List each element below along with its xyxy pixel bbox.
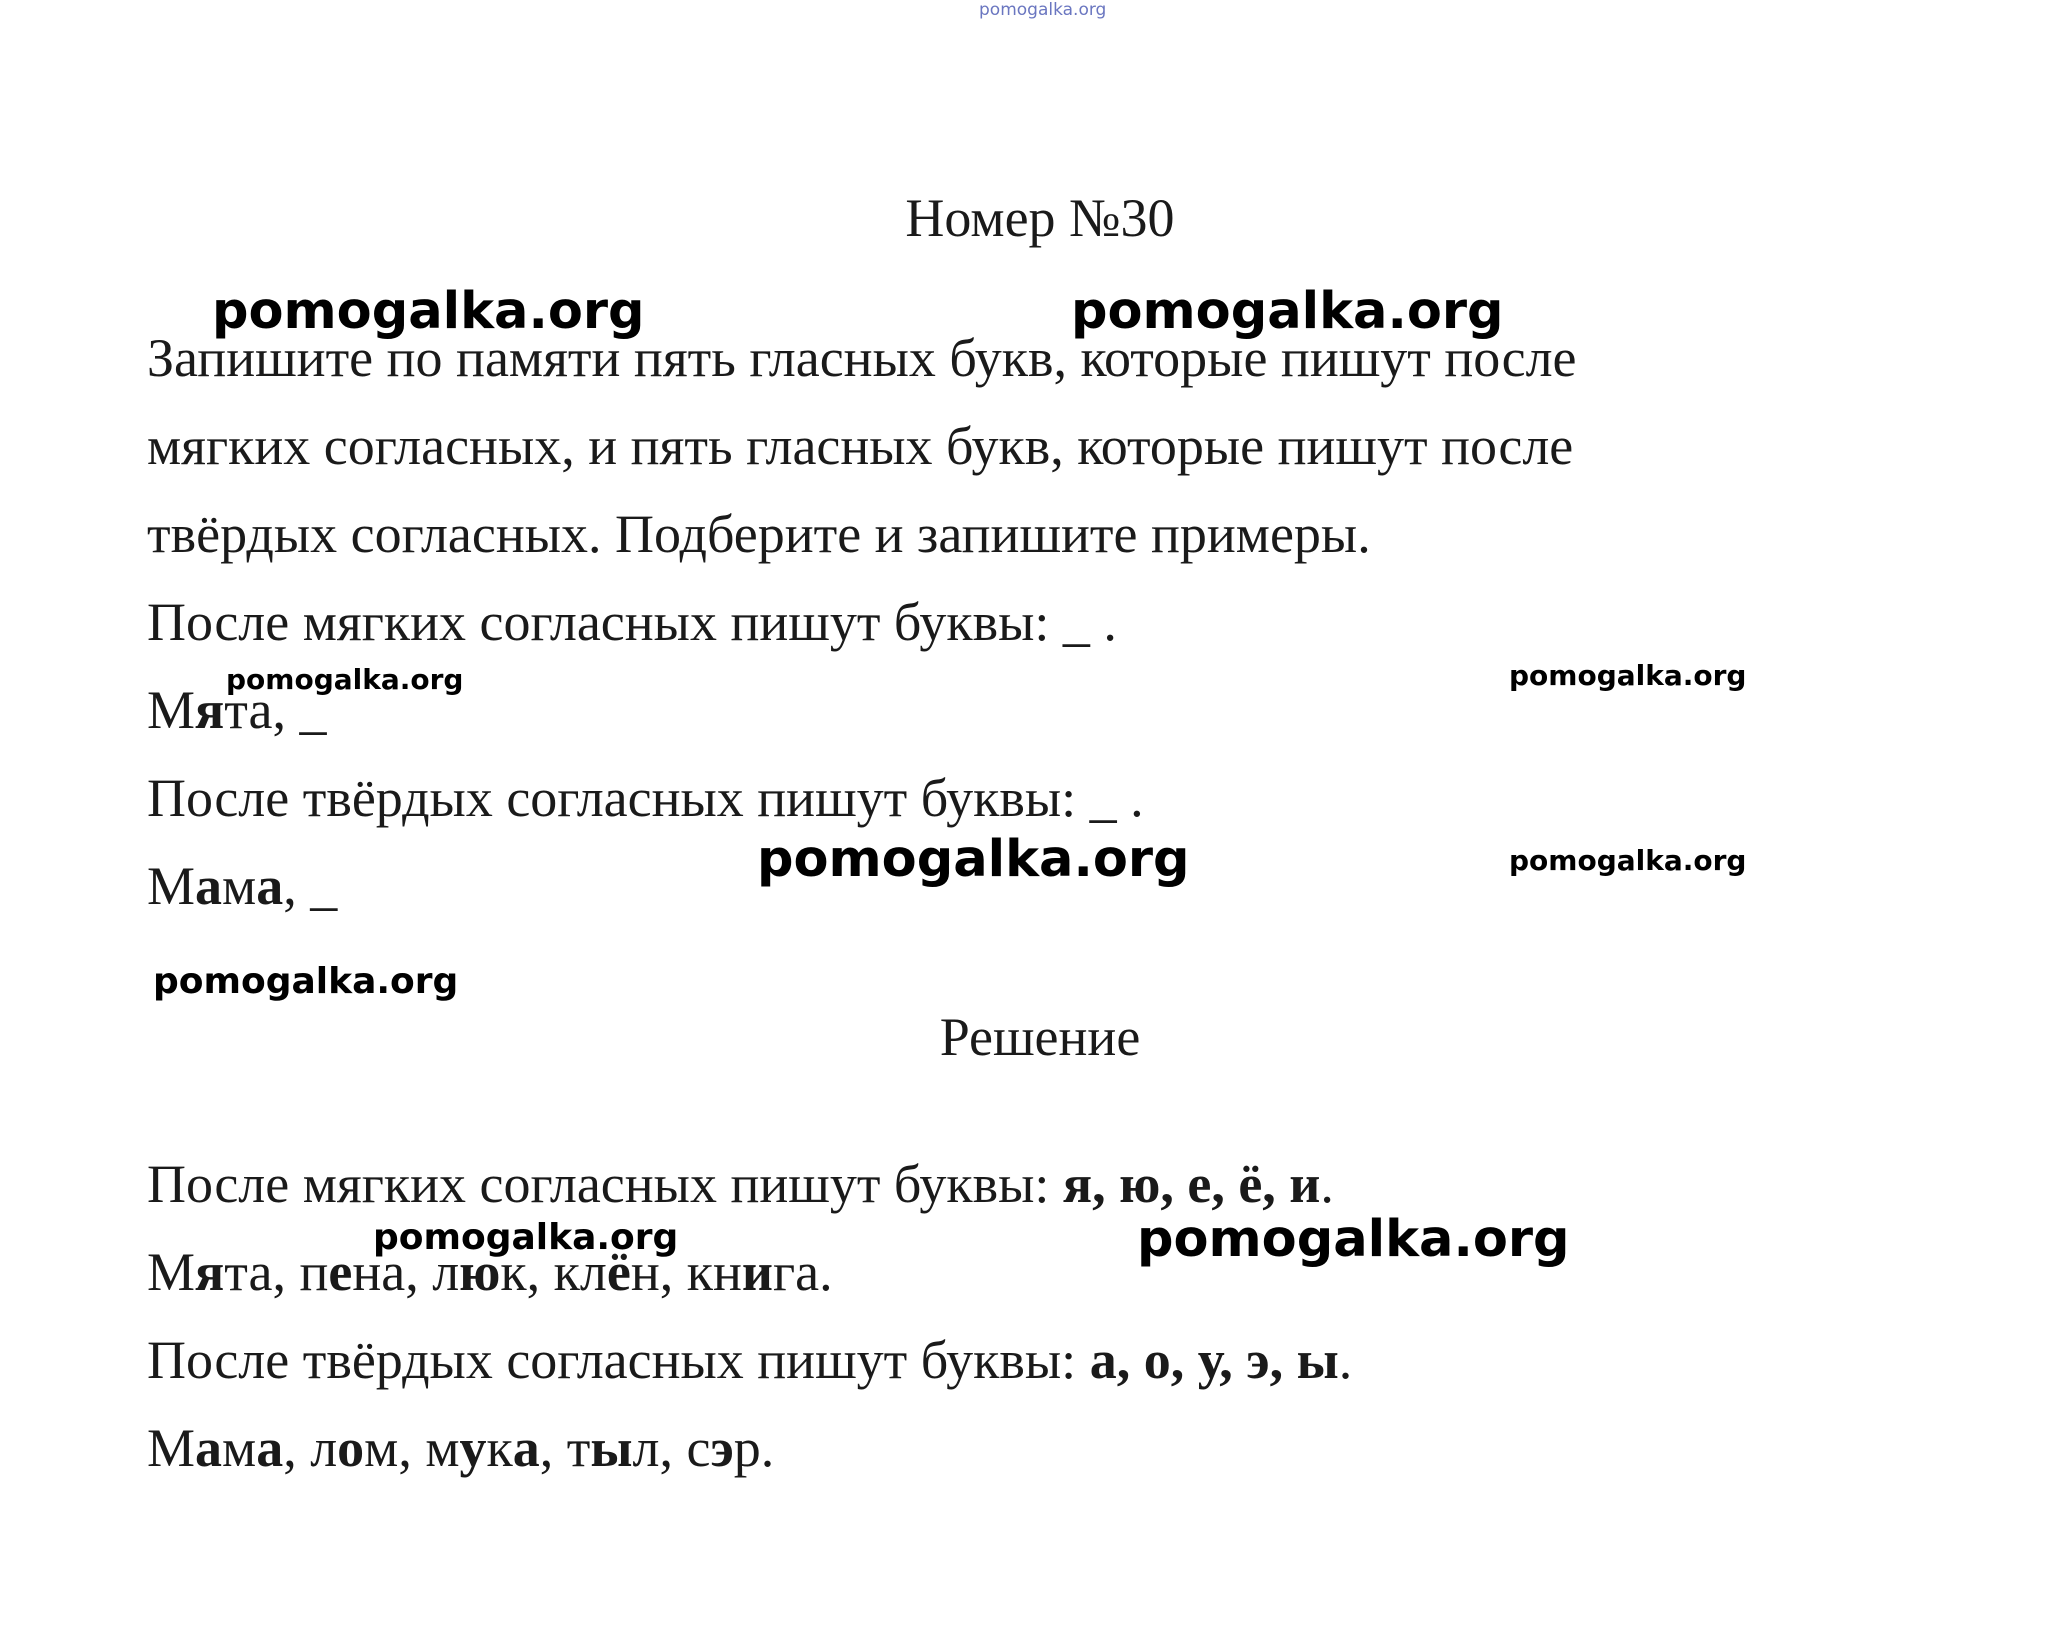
solution-hard-letters: а, о, у, э, ы [1089, 1330, 1339, 1390]
watermark: pomogalka.org [226, 663, 464, 696]
watermark: pomogalka.org [1071, 282, 1504, 341]
solution-soft-examples: Мята, пена, люк, клён, книга. [147, 1242, 833, 1302]
watermark: pomogalka.org [1137, 1210, 1570, 1269]
solution-soft-line: После мягких согласных пишут буквы: я, ю, е, ё, и. [147, 1154, 1334, 1214]
task-hard-example: Мама, _ [147, 856, 338, 916]
source-mark: pomogalka.org [979, 0, 1107, 20]
task-hard-line: После твёрдых согласных пишут буквы: _ . [147, 768, 1144, 828]
watermark: pomogalka.org [212, 282, 645, 341]
solution-hard-line: После твёрдых согласных пишут буквы: а, о, у, э, ы. [147, 1330, 1353, 1390]
watermark: pomogalka.org [757, 830, 1190, 889]
task-prompt-line-3: твёрдых согласных. Подберите и запишите примеры. [147, 504, 1371, 564]
watermark: pomogalka.org [1509, 659, 1747, 692]
watermark: pomogalka.org [1509, 844, 1747, 877]
watermark: pomogalka.org [153, 961, 459, 1002]
task-prompt-line-1: Запишите по памяти пять гласных букв, которые пишут после [147, 328, 1577, 388]
task-soft-example: Мята, _ [147, 680, 327, 740]
task-prompt-line-2: мягких согласных, и пять гласных букв, которые пишут после [147, 416, 1574, 476]
solution-hard-examples: Мама, лом, мука, тыл, сэр. [147, 1418, 775, 1478]
task-title: Номер №30 [905, 188, 1175, 248]
task-soft-line: После мягких согласных пишут буквы: _ . [147, 592, 1117, 652]
solution-soft-letters: я, ю, е, ё, и [1062, 1154, 1321, 1214]
solution-title: Решение [939, 1007, 1141, 1067]
watermark: pomogalka.org [373, 1217, 679, 1258]
